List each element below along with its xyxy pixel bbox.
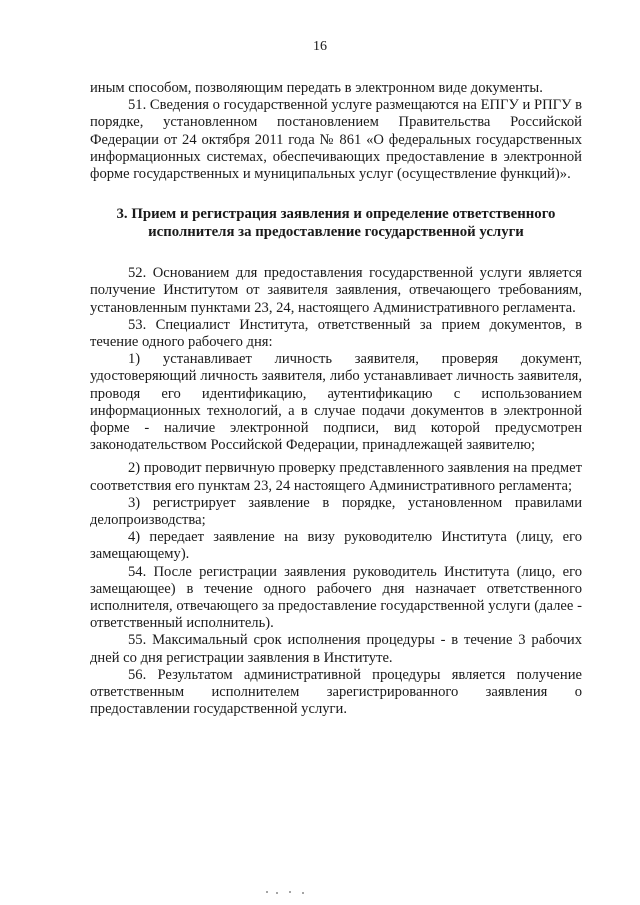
paragraph-52: 52. Основанием для предоставления государственной услуги является получение Институтом от заявителя заявления, отвечающего требованиям, установленным пунктами 23, 24, настоящего Административного регламента. <box>90 265 582 316</box>
section-heading: 3. Прием и регистрация заявления и определение ответственного исполнителя за предоставление государственной услуги <box>116 206 556 241</box>
scan-artifact <box>262 890 322 894</box>
scan-dot <box>289 891 291 893</box>
paragraph-53-item-4: 4) передает заявление на визу руководителю Института (лицу, его замещающему). <box>90 529 582 563</box>
paragraph-51: 51. Сведения о государственной услуге размещаются на ЕПГУ и РПГУ в порядке, установленном постановлением Правительства Российской Федерации от 24 октября 2011 года № 861 «О федеральных государственных информационных системах, обеспечивающих предоставление в электронной форме государственных и муниципальных услуг (осуществление функций)». <box>90 97 582 183</box>
paragraph-53: 53. Специалист Института, ответственный за прием документов, в течение одного рабочего дня: <box>90 316 582 351</box>
document-body <box>90 80 582 719</box>
paragraph-54: 54. После регистрации заявления руководитель Института (лицо, его замещающее) в течение одного рабочего дня назначает ответственного исполнителя, отвечающего за предоставление государственной услуги (далее - ответственный исполнитель). <box>90 563 582 632</box>
paragraph-53-item-1: 1) устанавливает личность заявителя, проверяя документ, удостоверяющий личность заявителя, либо устанавливает личность заявителя, проводя его идентификацию, аутентификацию с использованием информационных технологий, а в случае подачи документов в электронной форме - наличие электронной подписи, вид которой предусмотрен законодательством Российской Федерации, принадлежащей заявителю; <box>90 351 582 454</box>
page-number: 16 <box>313 39 327 54</box>
paragraph-55: 55. Максимальный срок исполнения процедуры - в течение 3 рабочих дней со дня регистрации заявления в Институте. <box>90 632 582 666</box>
paragraph-53-item-2: 2) проводит первичную проверку представленного заявления на предмет соответствия его пунктам 23, 24 настоящего Административного регламента; <box>90 460 582 494</box>
scan-dot <box>276 892 278 894</box>
scan-dot <box>302 892 304 894</box>
paragraph-53-item-3: 3) регистрирует заявление в порядке, установленном правилами делопроизводства; <box>90 494 582 529</box>
scan-dot <box>266 891 268 893</box>
paragraph-56: 56. Результатом административной процедуры является получение ответственным исполнителем зарегистрированного заявления о предоставлении государственной услуги. <box>90 666 582 718</box>
paragraph-continuation: иным способом, позволяющим передать в электронном виде документы. <box>90 80 543 96</box>
